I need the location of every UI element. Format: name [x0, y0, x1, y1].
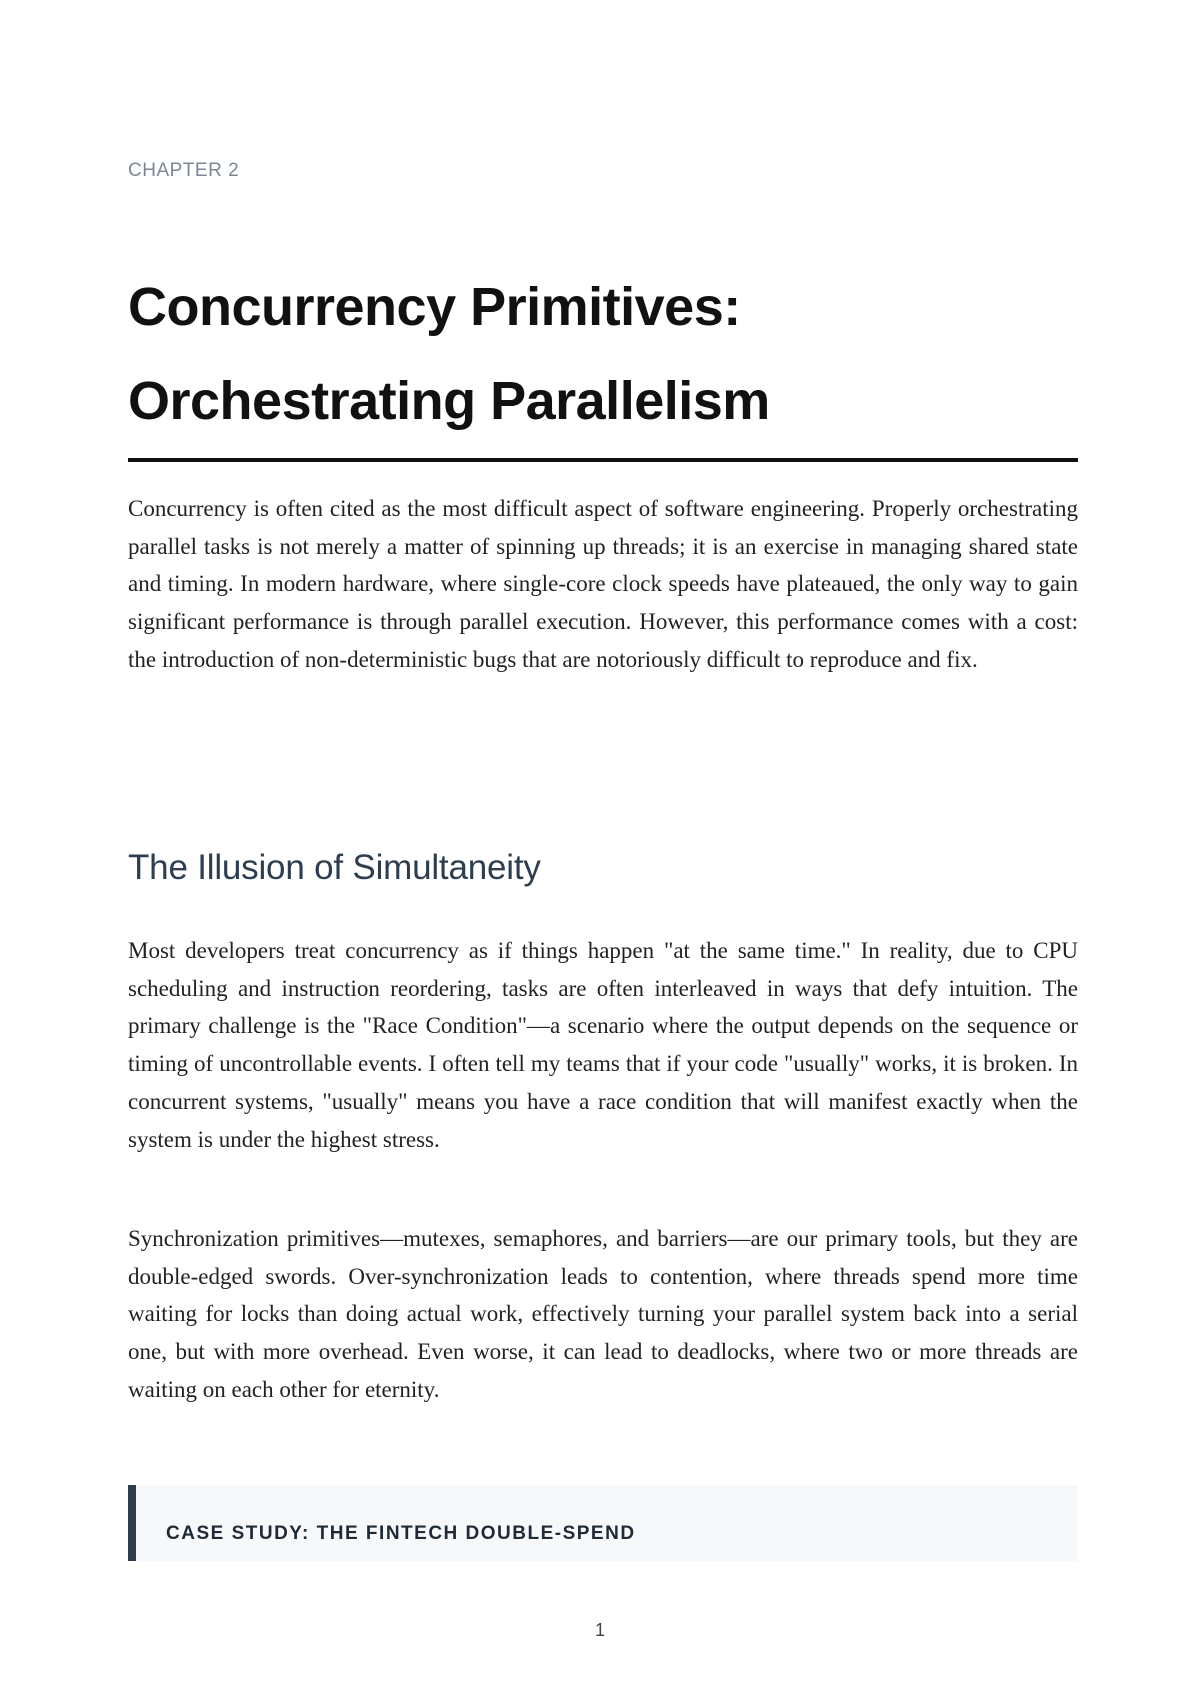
chapter-title — [128, 260, 1078, 448]
chapter-title-line-2: Orchestrating Parallelism — [128, 371, 770, 431]
case-study-title: CASE STUDY: THE FINTECH DOUBLE-SPEND — [166, 1523, 636, 1544]
chapter-label: CHAPTER 2 — [128, 160, 240, 181]
chapter-title-line-1: Concurrency Primitives: — [128, 277, 741, 337]
intro-paragraph: Concurrency is often cited as the most difficult aspect of software engineering. Properly orchestrating parallel tasks is not merely a matter of spinning up threads; it is an exercise in managing shared state and timing. In modern hardware, where single-core clock speeds have plateaued, the only way to gain significant performance is through parallel execution. However, this performance comes with a cost: the introduction of non-deterministic bugs that are notoriously difficult to reproduce and fix. — [128, 496, 1078, 672]
page-number: 1 — [594, 1620, 605, 1640]
title-divider — [128, 458, 1078, 462]
case-study-callout — [128, 1485, 1078, 1561]
body-paragraph-2: Synchronization primitives—mutexes, semaphores, and barriers—are our primary tools, but they are double-edged swords. Over-synchronization leads to contention, where threads spend more time waiting for locks than doing actual work, effectively turning your parallel system back into a serial one, but with more overhead. Even worse, it can lead to deadlocks, where two or more threads are waiting on each other for eternity. — [128, 1226, 1078, 1402]
body-paragraph-1: Most developers treat concurrency as if things happen "at the same time." In reality, due to CPU scheduling and instruction reordering, tasks are often interleaved in ways that defy intuition. The primary challenge is the "Race Condition"—a scenario where the output depends on the sequence or timing of uncontrollable events. I often tell my teams that if your code "usually" works, it is broken. In concurrent systems, "usually" means you have a race condition that will manifest exactly when the system is under the highest stress. — [128, 938, 1078, 1152]
section-heading: The Illusion of Simultaneity — [128, 848, 541, 887]
